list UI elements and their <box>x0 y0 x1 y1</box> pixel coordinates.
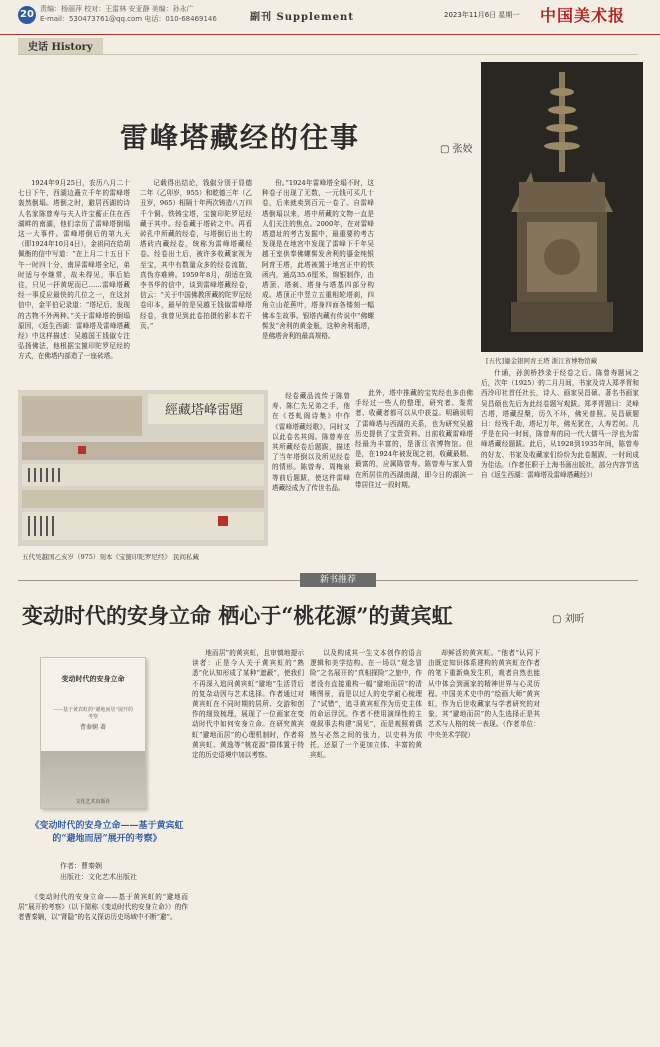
svg-text:經藏塔峰雷題: 經藏塔峰雷題 <box>164 403 244 418</box>
paragraph: 记载得出结论，钱俶分别于显德二年（乙卯岁，955）和乾德三年（乙丑岁，965）相隔十年两次铸造八万四千个铜、铁铸宝塔，宝箧印陀罗尼经藏于其中。经卷藏于塔砖之中。再看砖孔中所藏的经卷，与塔倒后出土的塔砖内藏经卷，统称为雷峰塔藏经卷。经卷出土后，被许多收藏家视为至宝，其中有数量众多的经卷流散，真伪亦难辨。1959年8月，胡适在致李书华的信中，谈到雷峰塔藏经卷，信云：“关于中国佛教所藏的陀罗尼经卷印本，最早的是吴越王钱俶雷峰塔经卷，我曾见到此卷拍摄的影本若干页。” <box>140 179 252 330</box>
book-title: 《变动时代的安身立命——基于黄宾虹的“避地而居”展开的考察》 <box>30 821 184 844</box>
column-tag: 史话 History <box>18 38 103 54</box>
author-marker-icon: ▢ <box>440 144 453 155</box>
author-name: 刘昕 <box>564 614 585 625</box>
article-column-5 <box>481 368 639 568</box>
article-column-4 <box>355 388 473 568</box>
book-author: 作者：曹秦娴 <box>60 862 102 870</box>
editor-contact: E-mail：530473761@qq.com 电话：010-68469146 <box>40 15 217 23</box>
paragraph: 以及构成其一生文本创作的语言逻辑和美学结构。在一场以“观念冒险”之名展开的“真相探险”之旅中，作者没有直接重构一幅“避地而居”的清晰图景，而是以过人的史学耐心梳理了“试错”，追寻黄宾虹作为历史主体的命运浮沉。作者不使用演绎性的主观叙事去构建“洞见”，而是观照着偶然与必然之间的张力，以史料为依托，还原了一个更加立体、丰富的黄宾虹。 <box>310 649 422 760</box>
editor-names: 责编：杨丽萍 校对：王雷林 安亚静 美编：孙永广 <box>40 5 194 13</box>
article-column-3 <box>262 178 374 383</box>
book-cover-publisher: 文化艺术出版社 <box>75 799 111 805</box>
book-publisher: 出版社：文化艺术出版社 <box>60 873 137 881</box>
column-tag-bar <box>18 38 638 55</box>
editor-credits <box>40 4 217 24</box>
paragraph: 份。”1924年雷峰塔全塌不时，这种卷子出现了无数，一元钱可买几十卷，后来就卖到百元一卷了。自雷峰塔倒塌以来，塔中所藏的文物一直是人们关注的焦点。2000年，在对雷峰塔遗址的考古发掘中，最重要的考古发现是在地宫中发现了雷峰下千年吴越王室供奉佛螺髻发舍利的鎏金纯银阿育王塔，此塔被置于地宫正中的铁函内，通高35.6厘米，绵银制作，由塔顶、塔刹、塔身与塔基四部分构成。塔顶正中竖立五重相轮塔刹，四角立山花蕉叶，塔身四面各镂刻一幅佛本生故事。银塔内藏有传说中“佛螺髻发”舍利的黄金瓶，这种舍利瓶塔，是佛塔舍利的最高规格。 <box>262 179 374 341</box>
book-review-title: 变动时代的安身立命 栖心于“桃花源”的黄宾虹 <box>22 603 453 628</box>
paragraph: 却鲜活的黄宾虹。“他者”认同下由既定知识体系建构的黄宾虹在作者的笔下重新焕发生机，观者自然也能从中体会到画家的精神世界与心灵历程。中国美术史中的“绘画大师”黄宾虹，作为后世收藏家与学者研究的对象，其“避地而居”的人生选择正是其艺术与人格的统一表现。（作者单位：中央美术学院） <box>428 649 540 739</box>
section-title: 副刊 Supplement <box>250 12 354 23</box>
book-review-author <box>552 610 585 625</box>
article-column-mid <box>272 391 350 566</box>
review-column-2 <box>192 648 304 1040</box>
book-cover-subtitle: ——基于黄宾虹的“避地而居”展开的考察 <box>52 707 134 720</box>
scroll-caption: 五代吴越国乙亥岁（975）刻本《宝箧印陀罗尼经》 民间私藏 <box>22 553 199 561</box>
scroll-photo <box>18 390 268 546</box>
new-book-tag: 新书推荐 <box>300 573 376 587</box>
article-column-2 <box>140 178 252 383</box>
sutra-scroll-image <box>18 390 268 546</box>
paragraph: 什诵，孙剑桥抄录于经卷之后。陈曾寿题词之后，次年（1925）的二月月间，书家及诗人郑孝胥和西泠印社首任社长，诗人、画家吴昌硕、著名书画家吴昌硕也先后为此经卷题写观跋。郑孝胥题曰：灵峰古塔，塔藏涅槃，历久不坏，佛光普照。吴昌硕题曰：经残千劫，塔圮万年，佛光犹在，人寿若何。几乎是在同一时间，陈曾寿的同一代大儒马一浮也为雷峰塔藏经题跋。此后，从1928到1935年间，陈曾寿的好友、书家及收藏家们纷纷为此卷题跋，一时间成为佳话。（作者任职于上海书画出版社，部分内容节选自《返生西湖：雷峰塔及雷峰塔藏经》） <box>481 369 639 480</box>
author-marker-icon: ▢ <box>552 614 565 625</box>
book-cover-title: 变动时代的安身立命 <box>61 674 125 683</box>
paragraph: 1924年9月25日，农历八月二十七日下午，西湖边矗立千年的雷峰塔轰然倒塌。塔倒之时，避居西湖的诗人名家陈曾寿与夫人许宝蘅正住在西湖畔的南湖，他们亲历了雷峰塔倒塌这一大事件。雷峰塔倒后的第九天（即1924年10月4日），金祖同在给胡佩衡的信中写道：“在上月二十五日下午一时四十分，南屏雷峰塔全圮，弟时适与李继常，故未得见，事后始往，只见一抔黄坭而已……雷峰塔藏经一事反应最快的几位之一，在这封信中，金平伯记录道：“塔圮后，发现的古物不外两种。”关于雷峰塔的倒塌原因，《返生西湖：雷峰塔及雷峰塔藏经》中这样描述：吴越国王钱俶专注弘扬佛法，他根据宝箧印陀罗尼经的方式，在佛塔内部造了一座砖塔。 <box>18 179 130 361</box>
author-name: 张姣 <box>452 144 473 155</box>
paragraph: 此外，塔中推藏的宝宪经也多由佛手经过一些人的整理，研究者、鉴赏者、收藏者都可以从中获益。明确说明了雷峰塔与西湖的关系，也为研究吴越历史提供了宝贵资料。目前收藏雷峰塔经最为丰富的，是浙江省博物馆。但是，在1924年被发现之初，收藏最精、最富的，应属陈曾寿。陈曾寿与家人曾在所居住的西湖南湖，即今日的湖滨一带居住过一段时期。 <box>355 389 473 489</box>
article-column-1 <box>18 178 130 383</box>
article-author <box>440 140 473 155</box>
page-header <box>0 0 660 35</box>
review-column-4 <box>428 648 540 1040</box>
paragraph: 地而居”的黄宾虹，且审慎地提示读者：正是今人关于黄宾虹的“熟悉”化认知形成了某种“遮蔽”，使我们不再深入追问黄宾虹“避地”生活背后的复杂动因与艺术选择。作者通过对黄宾虹在不同时期的居所、交游和创作的细致梳理，展现了一位画家在变动时代中如何安身立命。在研究黄宾虹“避地而居”的心理机制时，作者将黄宾虹、黄逸等“桃花源”群体置于特定的历史语境中加以考察。 <box>192 649 304 760</box>
issue-date: 2023年11月6日 星期一 <box>444 11 520 19</box>
pagoda-caption: [五代]鎏金银阿育王塔 浙江省博物馆藏 <box>486 357 598 365</box>
book-info <box>60 861 137 883</box>
silver-pagoda-image <box>481 62 643 352</box>
pagoda-photo <box>481 62 643 352</box>
review-column-3 <box>310 648 422 1040</box>
paragraph: 《变动时代的安身立命——基于黄宾虹的“避地而居”展开的考察》（以下简称《变动时代的安身立命》）的作者曹秦娴，以“肾隐”的名义探访历史场域中不断“避”。 <box>18 893 188 922</box>
page-number: 20 <box>18 6 36 24</box>
review-column-1 <box>18 892 188 1042</box>
newspaper-masthead: 中国美术报 <box>540 6 626 25</box>
book-cover <box>40 657 146 809</box>
book-cover-author: 曹秦娴 著 <box>80 724 106 731</box>
paragraph: 经卷藏品流传于陈曾寿、陈仁先兄弟之手，他在《苍虬阁诗集》中作《雷峰塔藏经歌》，同时又以此卷名其阁。陈曾寿在其所藏经卷后题跋，描述了当年塔倒以及所见经卷的情形。陈曾寿、周梅泉等前后题跋，使这件雷峰塔藏经成为了传世名品。 <box>272 392 350 492</box>
article-title: 雷峰塔藏经的往事 <box>120 121 361 154</box>
